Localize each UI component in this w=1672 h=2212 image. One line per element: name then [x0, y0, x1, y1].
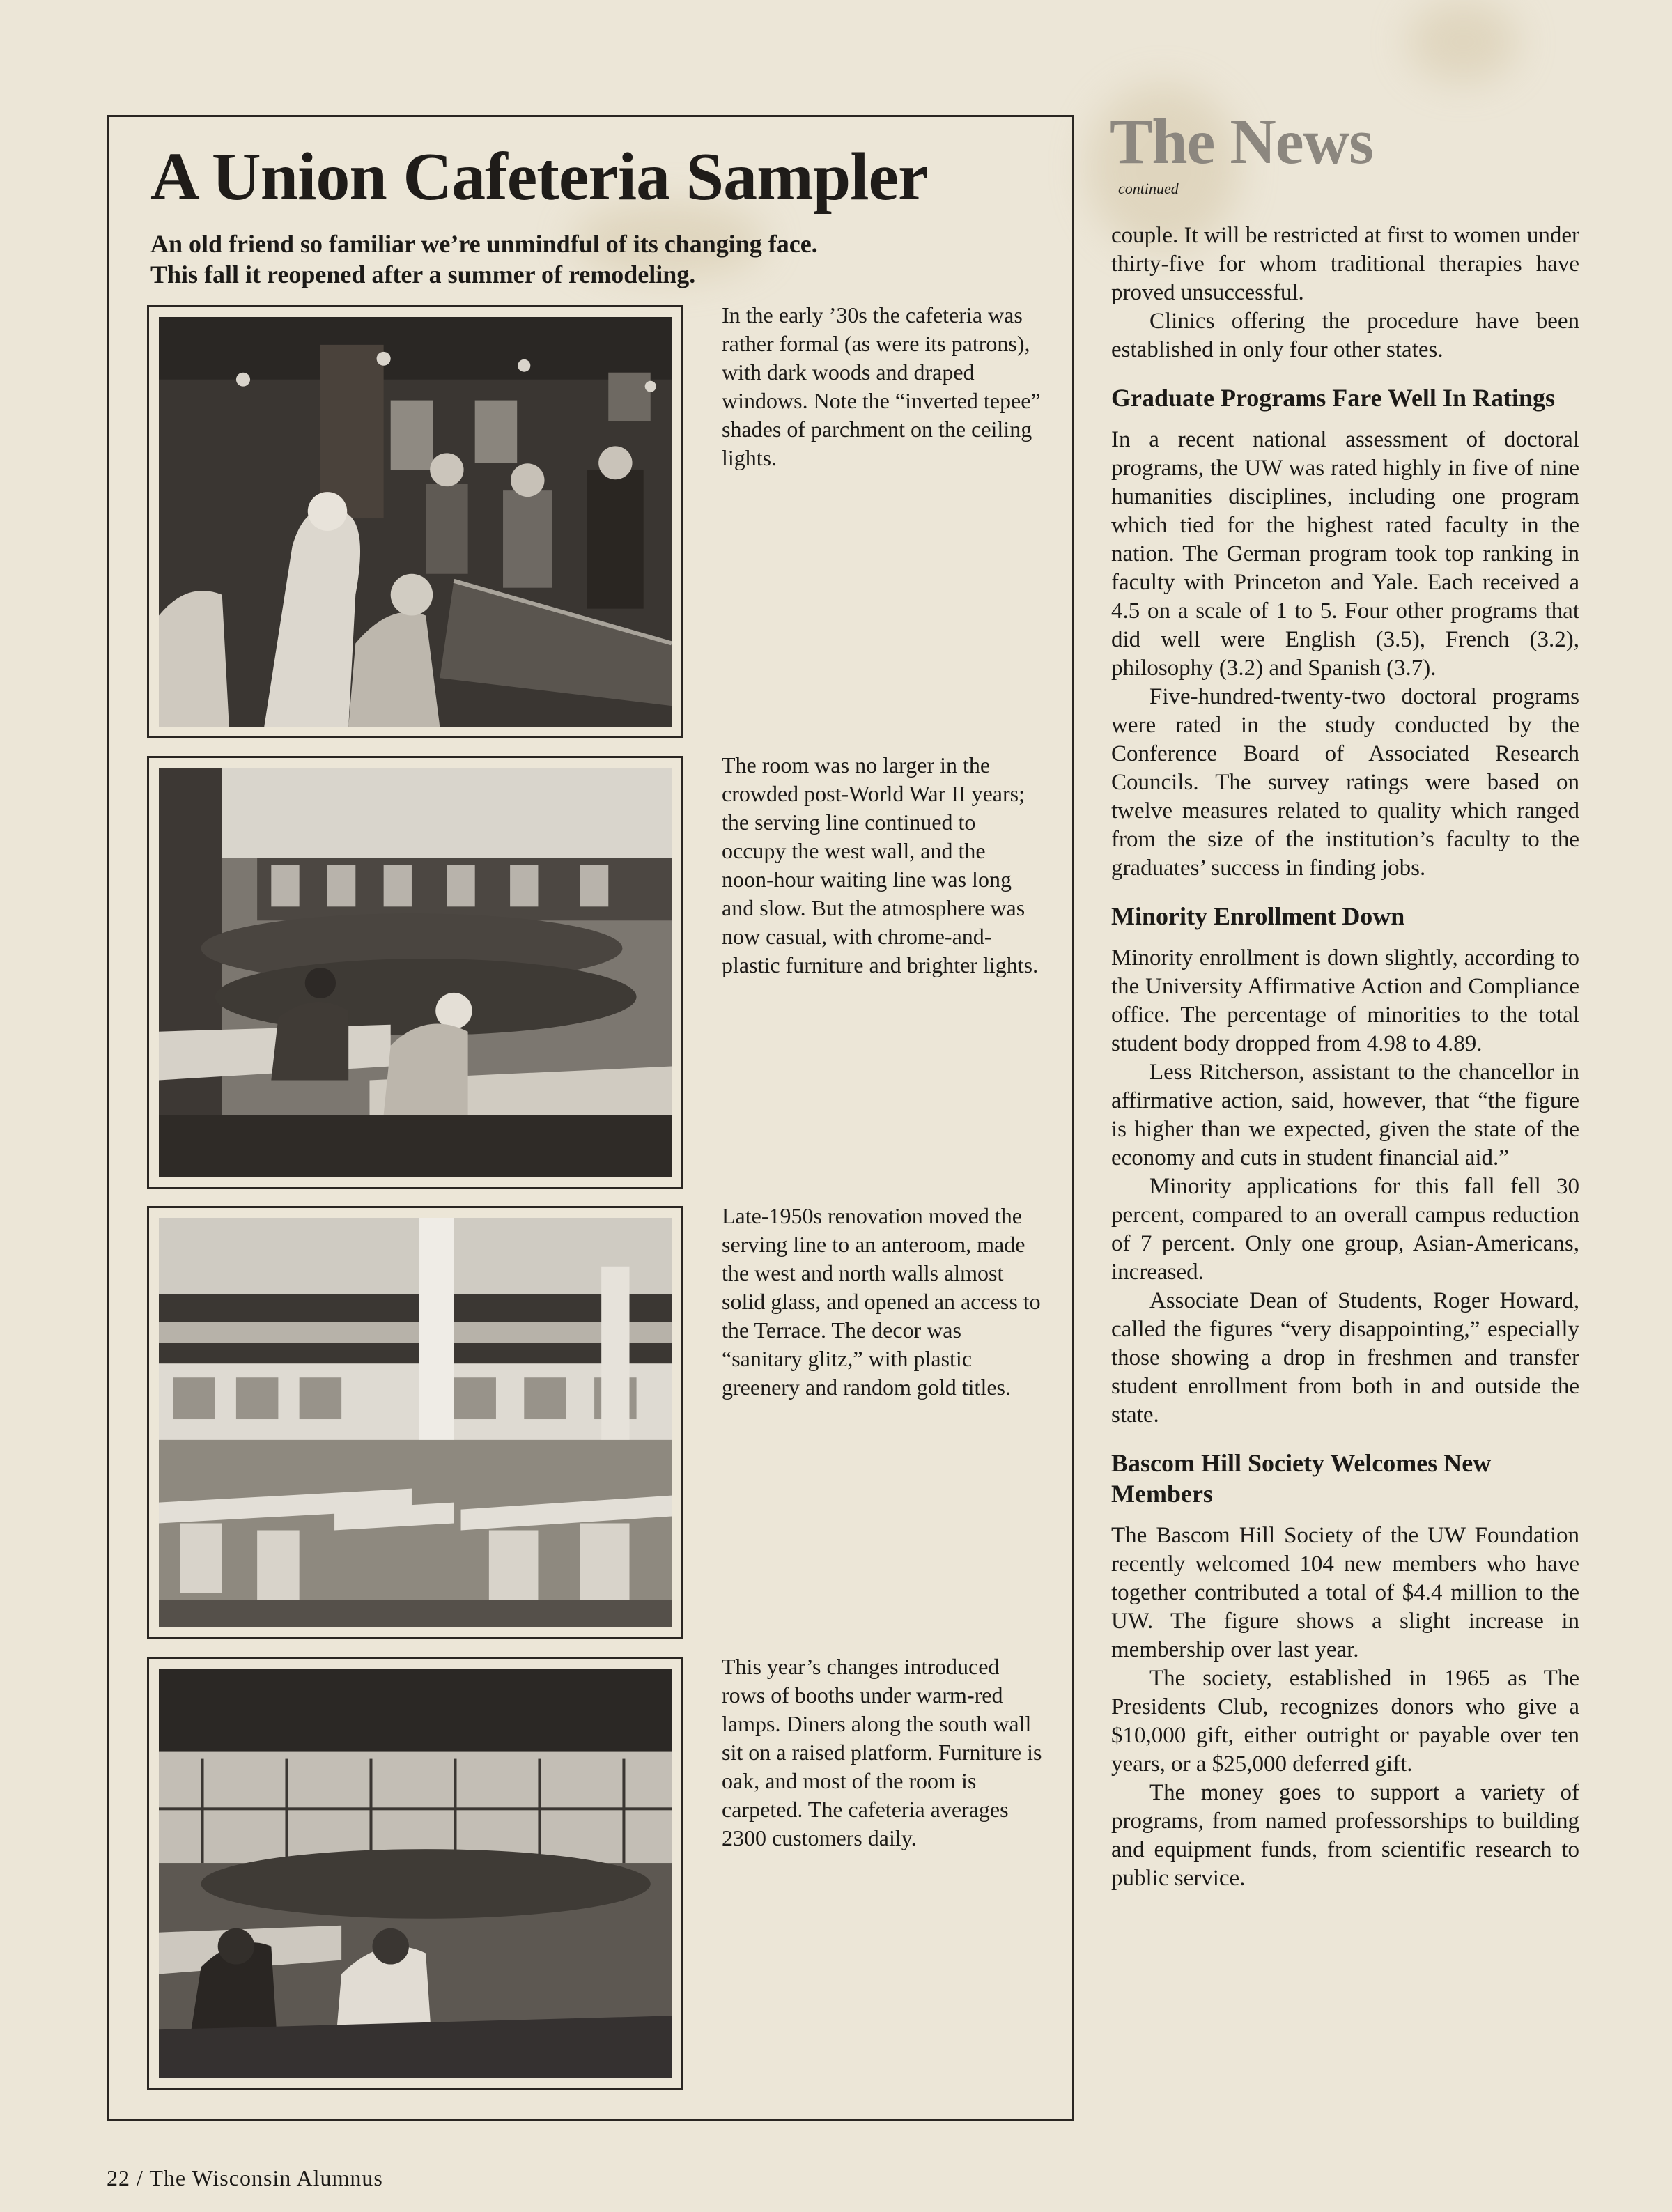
caption-current: This year’s changes introduced rows of booths under warm-red lamps. Diners along the south wall sit on a raised platform. Furniture is oak, and most of the room is carpeted. The cafeteria averages 2300 customers daily.	[722, 1654, 1042, 1850]
photo-current-frame	[147, 1657, 683, 2090]
news-continued-label: continued	[1118, 180, 1179, 197]
news-subhead-bascom: Bascom Hill Society Welcomes New Members	[1111, 1449, 1492, 1508]
news-column	[1111, 222, 1579, 1893]
news-subhead-minority: Minority Enrollment Down	[1111, 902, 1405, 930]
feature-title: A Union Cafeteria Sampler	[150, 139, 928, 215]
photo-current	[159, 1669, 672, 2078]
deck-line-2: This fall it reopened after a summer of remodeling.	[150, 261, 696, 288]
photo-1930s-frame	[147, 305, 683, 738]
caption-1950s: Late-1950s renovation moved the serving line to an anteroom, made the west and north walls almost solid glass, and opened an access to the Terrace. The decor was “sanitary glitz,” with plastic greenery and random gold titles.	[722, 1203, 1041, 1400]
feature-box	[107, 115, 1074, 2121]
caption-postwar: The room was no larger in the crowded post-World War II years; the serving line continued to occupy the west wall, and the noon-hour waiting line was long and slow. But the atmosphere was now casual, with chrome-and-plastic furniture and brighter lights.	[722, 752, 1039, 977]
photo-1950s	[159, 1218, 672, 1627]
news-subhead-graduate: Graduate Programs Fare Well In Ratings	[1111, 384, 1555, 412]
caption-1930s: In the early ’30s the cafeteria was rather formal (as were its patrons), with dark woods and draped windows. Note the “inverted tepee” shades of parchment on the ceiling lights.	[722, 302, 1041, 470]
photo-postwar	[159, 768, 672, 1177]
feature-deck	[150, 229, 1042, 290]
deck-line-1: An old friend so familiar we’re unmindful of its changing face.	[150, 230, 818, 258]
news-paragraph: In a recent national assessment of doctoral programs, the UW was rated highly in five of nine humanities disciplines, including one program which tied for the highest rated faculty in the nation. The German program took top ranking in faculty with Princeton and Yale. Each received a 4.5 on a scale of 1 to 5. Four other programs that did well were English (3.5), French (3.2), philosophy (3.2) and Spanish (3.7).	[1111, 427, 1579, 681]
news-paragraph: couple. It will be restricted at first to women under thirty-five for whom traditional therapies have proved unsuccessful.	[1111, 223, 1579, 305]
photo-1930s	[159, 317, 672, 727]
photo-postwar-frame	[147, 756, 683, 1189]
news-paragraph: Minority enrollment is down slightly, according to the University Affirmative Action and Compliance office. The percentage of minorities to the total student body dropped from 4.98 to 4.89.	[1111, 945, 1579, 1056]
page-folio: 22 / The Wisconsin Alumnus	[107, 2165, 383, 2190]
photo-1950s-frame	[147, 1206, 683, 1639]
news-paragraph: The society, established in 1965 as The Presidents Club, recognizes donors who give a $10,000 gift, either outright or payable over ten years, or a $25,000 deferred gift.	[1111, 1666, 1579, 1777]
news-paragraph: The Bascom Hill Society of the UW Foundation recently welcomed 104 new members who have together contributed a total of $4.4 million to the UW. The figure shows a slight increase in membership over last year.	[1111, 1523, 1579, 1662]
news-paragraph: Less Ritcherson, assistant to the chancellor in affirmative action, said, however, that “the figure is higher than we expected, given the state of the economy and cuts in student financial aid.”	[1111, 1060, 1579, 1170]
news-paragraph: The money goes to support a variety of programs, from named professorships to building and equipment funds, from scientific research to public service.	[1111, 1780, 1579, 1891]
news-paragraph: Clinics offering the procedure have been established in only four other states.	[1111, 309, 1579, 362]
news-paragraph: Five-hundred-twenty-two doctoral programs were rated in the study conducted by the Conference Board of Associated Research Councils. The survey ratings were based on twelve measures related to quality which ranged from the size of the institution’s faculty to the graduates’ success in finding jobs.	[1111, 684, 1579, 881]
news-paragraph: Minority applications for this fall fell 30 percent, compared to an overall campus reduction of 7 percent. Only one group, Asian-Americans, increased.	[1111, 1174, 1579, 1285]
paper-stain	[1407, 0, 1519, 84]
news-heading: The News	[1110, 106, 1373, 177]
news-paragraph: Associate Dean of Students, Roger Howard, called the figures “very disappointing,” especially those showing a drop in freshmen and transfer student enrollment from both in and outside the state.	[1111, 1288, 1579, 1428]
